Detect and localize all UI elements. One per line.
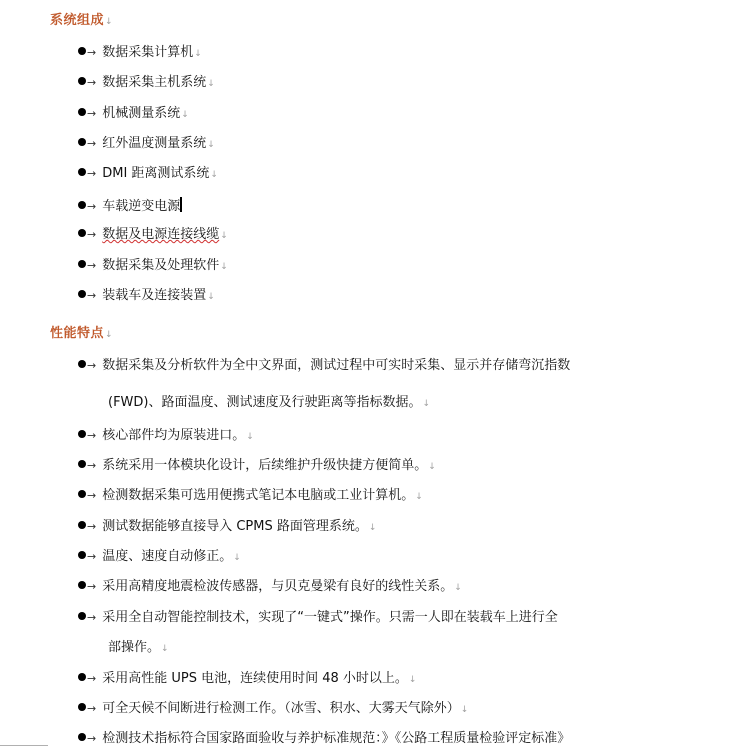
page-edge-divider <box>0 745 48 746</box>
list-item <box>78 731 570 747</box>
section-heading-performance-features <box>50 322 113 341</box>
list-item-text: 检测数据采集可选用便携式笔记本电脑或工业计算机。 <box>102 488 415 503</box>
bullet-icon <box>78 612 86 620</box>
list-item-text: 采用高性能 UPS 电池，连续使用时间 48 小时以上。 <box>102 671 408 686</box>
paragraph-mark-icon: ↓ <box>181 110 189 120</box>
list-item-text: 数据采集及处理软件 <box>102 258 220 273</box>
paragraph-mark-icon: ↓ <box>105 17 114 27</box>
list-item-text: 装载车及连接装置 <box>102 288 207 303</box>
paragraph-mark-icon: ↓ <box>207 140 215 150</box>
list-item <box>78 519 376 536</box>
paragraph-mark-icon: ↓ <box>220 231 228 241</box>
paragraph-mark-icon: ↓ <box>194 49 202 59</box>
paragraph-mark-icon: ↓ <box>368 523 377 533</box>
bullet-icon <box>78 490 86 498</box>
bullet-icon <box>78 260 86 268</box>
paragraph-mark-icon: ↓ <box>454 583 462 593</box>
arrow-icon: → <box>87 167 97 180</box>
list-item <box>78 701 468 718</box>
bullet-icon <box>78 108 86 116</box>
bullet-icon <box>78 229 86 237</box>
arrow-icon: → <box>87 76 97 89</box>
bullet-icon <box>78 733 86 741</box>
list-item-text: 采用全自动智能控制技术，实现了“一键式”操作。只需一人即在装载车上进行全 <box>102 610 558 625</box>
list-item <box>78 75 215 92</box>
list-item <box>78 288 215 305</box>
paragraph-mark-icon: ↓ <box>210 170 218 180</box>
list-item <box>78 258 228 275</box>
paragraph-mark-icon: ↓ <box>246 432 254 442</box>
list-item-continuation <box>108 395 430 412</box>
list-item-text: 数据采集及分析软件为全中文界面，测试过程中可实时采集、显示并存储弯沉指数 <box>102 358 571 373</box>
heading-text: 系统组成 <box>50 13 105 28</box>
arrow-icon: → <box>87 429 97 442</box>
list-item-text: 温度、速度自动修正。 <box>102 549 233 564</box>
bullet-icon <box>78 521 86 529</box>
paragraph-mark-icon: ↓ <box>428 462 436 472</box>
list-item-text: 测试数据能够直接导入 CPMS 路面管理系统。 <box>102 519 368 534</box>
list-item <box>78 358 570 374</box>
bullet-icon <box>78 703 86 711</box>
list-item-text: 数据及电源连接线缆 <box>102 227 220 242</box>
arrow-icon: → <box>87 137 97 150</box>
list-item-text: (FWD)、路面温度、测试速度及行驶距离等指标数据。 <box>108 395 422 410</box>
bullet-icon <box>78 47 86 55</box>
section-heading-system-composition <box>50 9 113 28</box>
list-item-text: 系统采用一体模块化设计，后续维护升级快捷方便简单。 <box>102 458 428 473</box>
arrow-icon: → <box>87 200 97 213</box>
list-item-text: 核心部件均为原装进口。 <box>102 428 246 443</box>
list-item <box>78 488 423 505</box>
bullet-icon <box>78 168 86 176</box>
paragraph-mark-icon: ↓ <box>105 330 114 340</box>
list-item <box>78 197 182 215</box>
arrow-icon: → <box>87 259 97 272</box>
paragraph-mark-icon: ↓ <box>207 79 215 89</box>
list-item <box>78 166 218 183</box>
list-item <box>78 549 241 566</box>
list-item-text: 数据采集主机系统 <box>102 75 207 90</box>
list-item-text: 部操作。 <box>108 640 161 655</box>
list-item <box>78 45 202 62</box>
arrow-icon: → <box>87 359 97 372</box>
bullet-icon <box>78 460 86 468</box>
bullet-icon <box>78 581 86 589</box>
paragraph-mark-icon: ↓ <box>220 262 228 272</box>
arrow-icon: → <box>87 459 97 472</box>
arrow-icon: → <box>87 672 97 685</box>
list-item-text: 机械测量系统 <box>102 106 181 121</box>
arrow-icon: → <box>87 611 97 624</box>
text-cursor <box>180 197 182 212</box>
list-item-text: 红外温度测量系统 <box>102 136 207 151</box>
arrow-icon: → <box>87 228 97 241</box>
paragraph-mark-icon: ↓ <box>415 492 423 502</box>
arrow-icon: → <box>87 289 97 302</box>
bullet-icon <box>78 138 86 146</box>
arrow-icon: → <box>87 489 97 502</box>
paragraph-mark-icon: ↓ <box>408 675 417 685</box>
paragraph-mark-icon: ↓ <box>422 399 431 409</box>
heading-text: 性能特点 <box>50 326 105 341</box>
arrow-icon: → <box>87 520 97 533</box>
arrow-icon: → <box>87 580 97 593</box>
list-item <box>78 428 254 445</box>
list-item-text: DMI 距离测试系统 <box>102 166 210 181</box>
list-item <box>78 106 189 123</box>
paragraph-mark-icon: ↓ <box>207 292 215 302</box>
list-item-text: 可全天候不间断进行检测工作。（冰雪、积水、大雾天气除外） <box>102 701 460 716</box>
list-item <box>78 458 436 475</box>
list-item <box>78 579 462 596</box>
list-item <box>78 227 228 244</box>
list-item-text: 车载逆变电源 <box>102 199 181 214</box>
arrow-icon: → <box>87 550 97 563</box>
arrow-icon: → <box>87 732 97 745</box>
bullet-icon <box>78 360 86 368</box>
bullet-icon <box>78 290 86 298</box>
arrow-icon: → <box>87 46 97 59</box>
bullet-icon <box>78 201 86 209</box>
list-item <box>78 136 215 153</box>
bullet-icon <box>78 430 86 438</box>
paragraph-mark-icon: ↓ <box>233 553 241 563</box>
bullet-icon <box>78 77 86 85</box>
bullet-icon <box>78 673 86 681</box>
paragraph-mark-icon: ↓ <box>460 705 469 715</box>
arrow-icon: → <box>87 107 97 120</box>
list-item-continuation <box>108 640 169 657</box>
list-item-text: 采用高精度地震检波传感器，与贝克曼梁有良好的线性关系。 <box>102 579 454 594</box>
list-item <box>78 610 558 626</box>
arrow-icon: → <box>87 702 97 715</box>
paragraph-mark-icon: ↓ <box>161 644 169 654</box>
list-item-text: 数据采集计算机 <box>102 45 194 60</box>
list-item-text: 检测技术指标符合国家路面验收与养护标准规范：》《公路工程质量检验评定标准》 <box>102 731 571 746</box>
bullet-icon <box>78 551 86 559</box>
list-item <box>78 671 416 688</box>
